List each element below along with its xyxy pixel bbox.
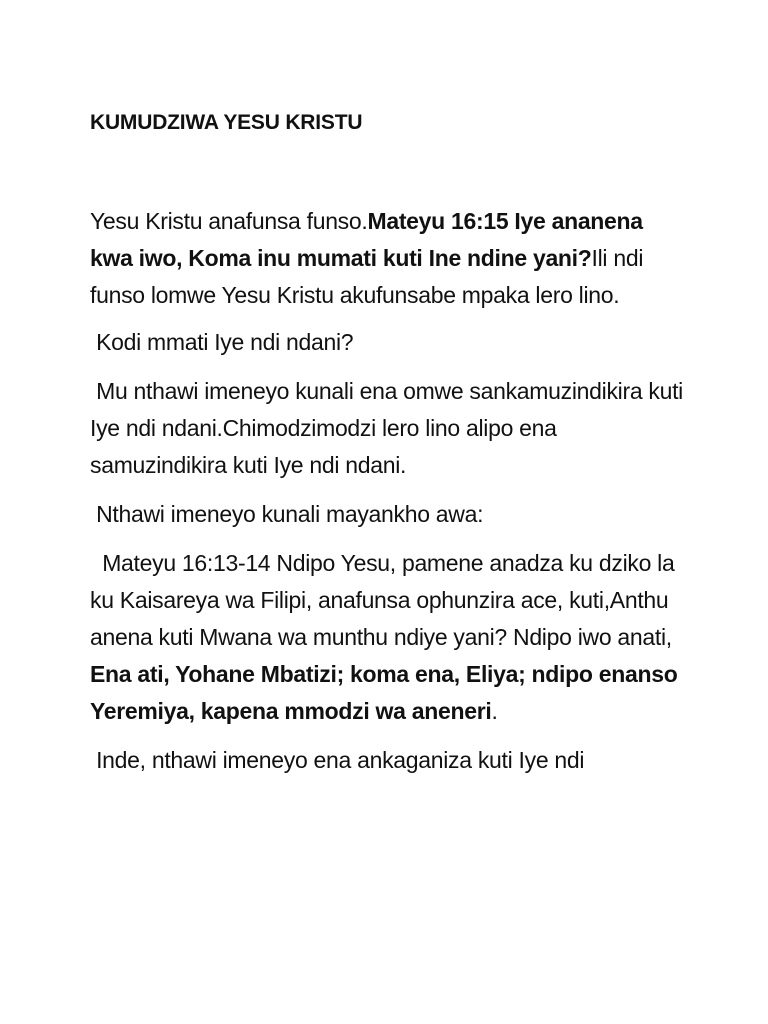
paragraph-1-bold-quote: Mateyu 16:15 Iye ananena kwa iwo, Koma inu mumati kuti Ine ndine yani?	[90, 208, 643, 271]
paragraph-5	[90, 545, 690, 730]
paragraph-1	[90, 203, 690, 314]
paragraph-5-text-c: .	[491, 698, 498, 724]
paragraph-5-text-a: Mateyu 16:13-14 Ndipo Yesu, pamene anadza ku dziko la ku Kaisareya wa Filipi, anafunsa ophunzira ace, kuti,Anthu anena kuti Mwana wa munthu ndiye yani? Ndipo iwo anati,	[90, 550, 681, 650]
paragraph-3: Mu nthawi imeneyo kunali ena omwe sankamuzindikira kuti Iye ndi ndani.Chimodzimodzi lero lino alipo ena samuzindikira kuti Iye ndi ndani.	[90, 378, 690, 478]
paragraph-1-text-a: Yesu Kristu anafunsa funso.	[90, 208, 368, 234]
document-title: KUMUDZIWA YESU KRISTU	[90, 111, 363, 134]
paragraph-2: Kodi mmati Iye ndi ndani?	[90, 329, 354, 355]
document-page	[90, 108, 690, 779]
paragraph-1-text-c: Ili ndi funso lomwe Yesu Kristu akufunsabe mpaka lero lino.	[90, 245, 644, 308]
paragraph-6: Inde, nthawi imeneyo ena ankaganiza kuti Iye ndi	[90, 747, 585, 773]
paragraph-5-bold-quote: Ena ati, Yohane Mbatizi; koma ena, Eliya; ndipo enanso Yeremiya, kapena mmodzi wa aneneri	[90, 661, 684, 724]
paragraph-4: Nthawi imeneyo kunali mayankho awa:	[90, 501, 484, 527]
